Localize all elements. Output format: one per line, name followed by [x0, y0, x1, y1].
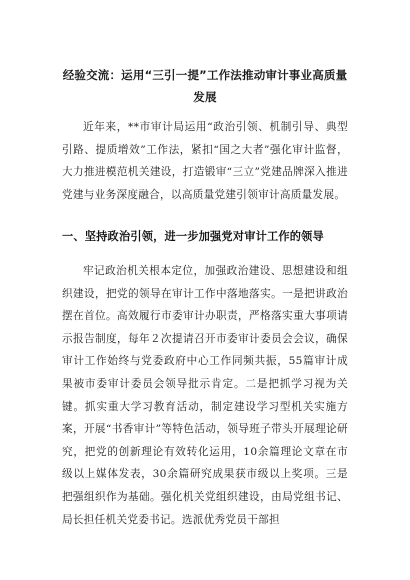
- document-title-line-2: 发展: [193, 90, 217, 104]
- document-title-line-1: 经验交流：运用“三引一提”工作法推动审计事业高质量: [62, 68, 348, 82]
- intro-paragraph: 近年来，**市审计局运用“政治引领、机制引导、典型引路、提质增效”工作法，紧扣“国之大者”强化审计监督，大力推进模范机关建设，打造锻审“三立”党建品牌深入推进党建与业务深度融合，以高质量党建引领审计高质量发展。: [62, 121, 348, 201]
- section-1-heading: 一、坚持政治引领，进一步加强党对审计工作的领导: [62, 230, 324, 243]
- section-1-body-paragraph: 牢记政治机关根本定位，加强政治建设、思想建设和组织建设，把党的领导在审计工作中落地落实。一是把讲政治摆在首位。高效履行市委审计办职责，严格落实重大事项请示报告制度，每年２次提请召开市委审计委员会会议，确保审计工作始终与党委政府中心工作同频共振，55篇审计成果被市委审计委员会领导批示肯定。二是把抓学习视为关键。抓实重大学习教育活动，制定建设学习型机关实施方案，开展“书香审计”等特色活动，领导班子带头开展理论研究，把党的创新理论有效转化运用，10余篇理论文章在市级以上媒体发表，30余篇研究成果获市级以上奖项。三是把强组织作为基础。强化机关党组织建设，由局党组书记、局长担任机关党委书记。选派优秀党员干部担: [62, 265, 348, 526]
